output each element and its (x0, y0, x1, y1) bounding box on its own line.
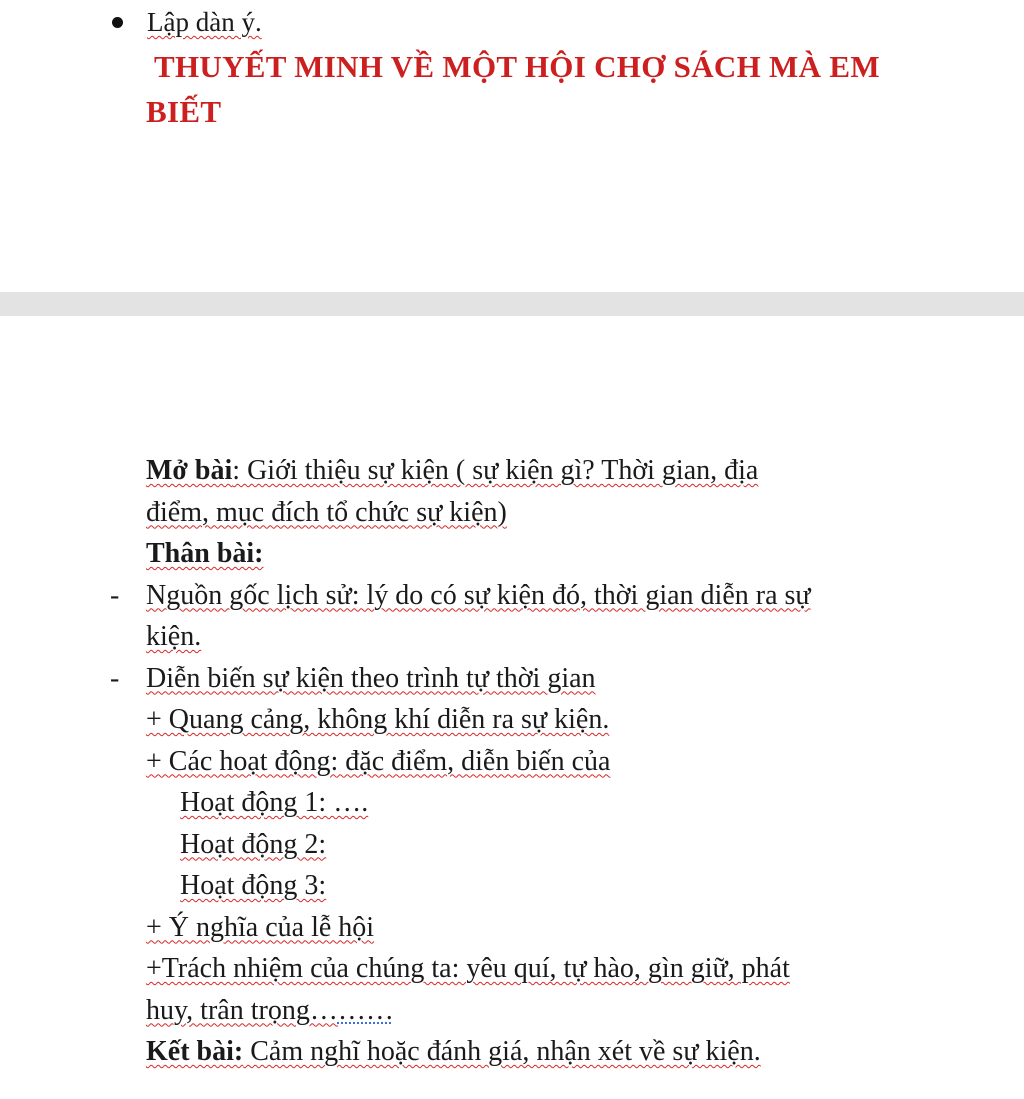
dash-marker: - (110, 662, 120, 694)
page-break-gap (0, 292, 1024, 316)
meaning-text: + Ý nghĩa của lễ hội (146, 911, 375, 943)
sub-item-meaning (0, 907, 1024, 949)
sub-item-responsibility-cont (0, 990, 1024, 1032)
list-item-progress (0, 658, 1024, 700)
origin-text-1: Nguồn gốc lịch sử: lý do có sự kiện đó, thời gian diễn ra sự (146, 579, 811, 611)
bullet-item (112, 6, 262, 38)
responsibility-text-1: +Trách nhiệm của chúng ta: yêu quí, tự hào, gìn giữ, phát (146, 953, 790, 984)
sub-item-responsibility (0, 948, 1024, 990)
origin-text-2: kiện. (146, 621, 202, 652)
progress-text: Diễn biến sự kiện theo trình tự thời gian (146, 662, 596, 694)
bullet-text: Lập dàn ý. (147, 7, 262, 37)
outline-body (0, 450, 1024, 1073)
activity-3 (0, 865, 1024, 907)
activity-1-text: Hoạt động 1: …. (180, 787, 369, 818)
responsibility-ellipsis: …… (337, 994, 394, 1026)
document-title (146, 44, 966, 134)
than-bai-label: Thân bài: (146, 538, 264, 569)
scene-text: + Quang cảng, không khí diễn ra sự kiện. (146, 704, 610, 735)
title-line-2: BIẾT (146, 94, 222, 129)
than-bai-line (0, 533, 1024, 575)
ket-bai-text: Cảm nghĩ hoặc đánh giá, nhận xét về sự kiện. (243, 1036, 761, 1067)
ket-bai-label: Kết bài: (146, 1036, 244, 1067)
activities-text: + Các hoạt động: đặc điểm, diễn biến của (146, 745, 611, 777)
dash-marker: - (110, 579, 120, 611)
activity-2 (0, 824, 1024, 866)
bullet-dot-icon (112, 17, 123, 28)
ket-bai-line (0, 1031, 1024, 1073)
mo-bai-text-2: điểm, mục đích tổ chức sự kiện) (146, 496, 507, 528)
mo-bai-line-2 (0, 492, 1024, 534)
title-line-1: THUYẾT MINH VỀ MỘT HỘI CHỢ SÁCH MÀ EM (154, 49, 880, 84)
list-item-origin-cont (0, 616, 1024, 658)
activity-2-text: Hoạt động 2: (180, 828, 327, 860)
mo-bai-line-1 (0, 450, 1024, 492)
mo-bai-text-1: : Giới thiệu sự kiện ( sự kiện gì? Thời gian, địa (232, 455, 759, 486)
responsibility-text-2: huy, trân trọng… (146, 994, 338, 1026)
activity-3-text: Hoạt động 3: (180, 870, 327, 901)
list-item-origin (0, 575, 1024, 617)
mo-bai-label: Mở bài (146, 455, 233, 486)
activity-1 (0, 782, 1024, 824)
sub-item-activities (0, 741, 1024, 783)
sub-item-scene (0, 699, 1024, 741)
